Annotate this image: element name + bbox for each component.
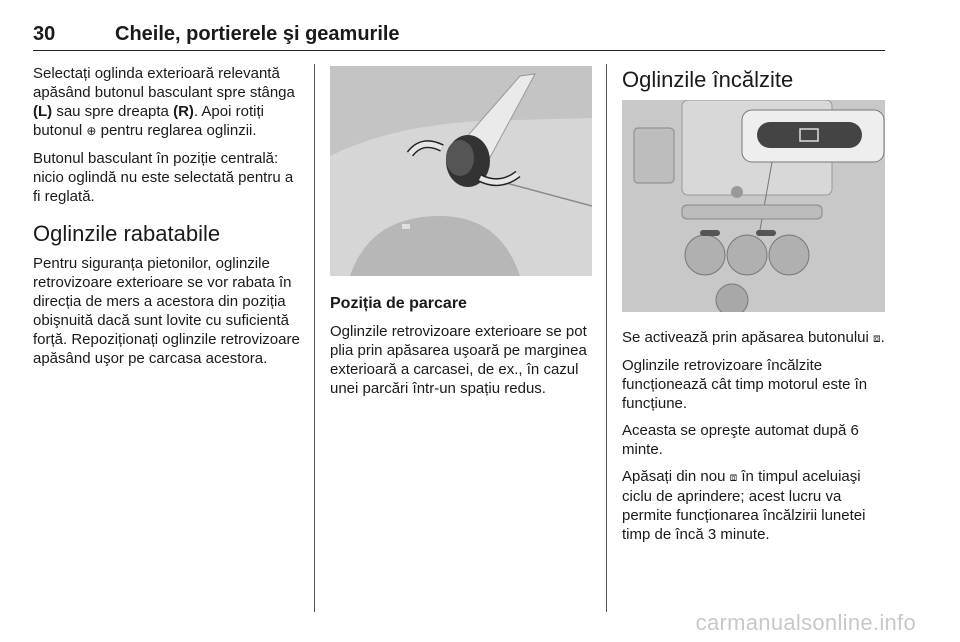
- paragraph-folding: Pentru siguranța pietonilor, oglinzile retrovizoare exterioare se vor rabata în direcția de mers a acestora din poziția obişnuită dacă sunt lovite cu suficientă forță. Repoziționați oglinzile retrovizoare apăsând uşor pe carcasa acestora.: [33, 255, 300, 367]
- paragraph-activation: Se activează prin apăsarea butonului ⧈.: [622, 329, 885, 346]
- paragraph-center-position: Butonul basculant în poziție centrală: nicio oglindă nu este selectată pentru a fi reglată.: [33, 150, 294, 205]
- watermark: carmanualsonline.info: [695, 610, 916, 635]
- column-divider: [314, 64, 315, 612]
- column-right: [622, 64, 887, 552]
- heated-mirror-icon: ⧈: [729, 470, 738, 484]
- column-left: [33, 64, 303, 376]
- paragraph-press-again: Apăsați din nou ⧈ în timpul aceluiaşi ciclu de aprindere; acest lucru va permite funcționarea încălzirii lunetei timp de încă 3 minute.: [622, 468, 866, 543]
- paragraph-engine-running: Oglinzile retrovizoare încălzite funcționează cât timp motorul este în funcțiune.: [622, 357, 868, 412]
- mirror-adjust-icon: ⊕: [86, 124, 97, 138]
- column-middle: [330, 64, 592, 406]
- paragraph-mirror-select: Selectați oglinda exterioară relevantă apăsând butonul basculant spre stânga (L) sau spre dreapta (R). Apoi rotiți butonul ⊕ pentru reglarea oglinzii.: [33, 65, 295, 139]
- page-title: Cheile, portierele şi geamurile: [115, 23, 400, 45]
- heated-mirror-button-illustration: [622, 100, 885, 312]
- heading-heated-mirrors: Oglinzile încălzite: [622, 67, 794, 92]
- page-header: [33, 16, 885, 51]
- column-divider: [606, 64, 607, 612]
- paragraph-auto-off: Aceasta se opreşte automat după 6 minte.: [622, 422, 859, 458]
- heading-parking-position: Poziția de parcare: [330, 295, 467, 312]
- mirror-fold-illustration: [330, 66, 592, 276]
- heated-mirror-icon: ⧈: [873, 331, 881, 345]
- heading-folding-mirrors: Oglinzile rabatabile: [33, 221, 221, 246]
- paragraph-parking: Oglinzile retrovizoare exterioare se pot plia prin apăsarea uşoară pe marginea exterioară a carcasei, de ex., în cazul unei parcări într-un spațiu redus.: [330, 323, 587, 397]
- page-number: 30: [33, 23, 56, 45]
